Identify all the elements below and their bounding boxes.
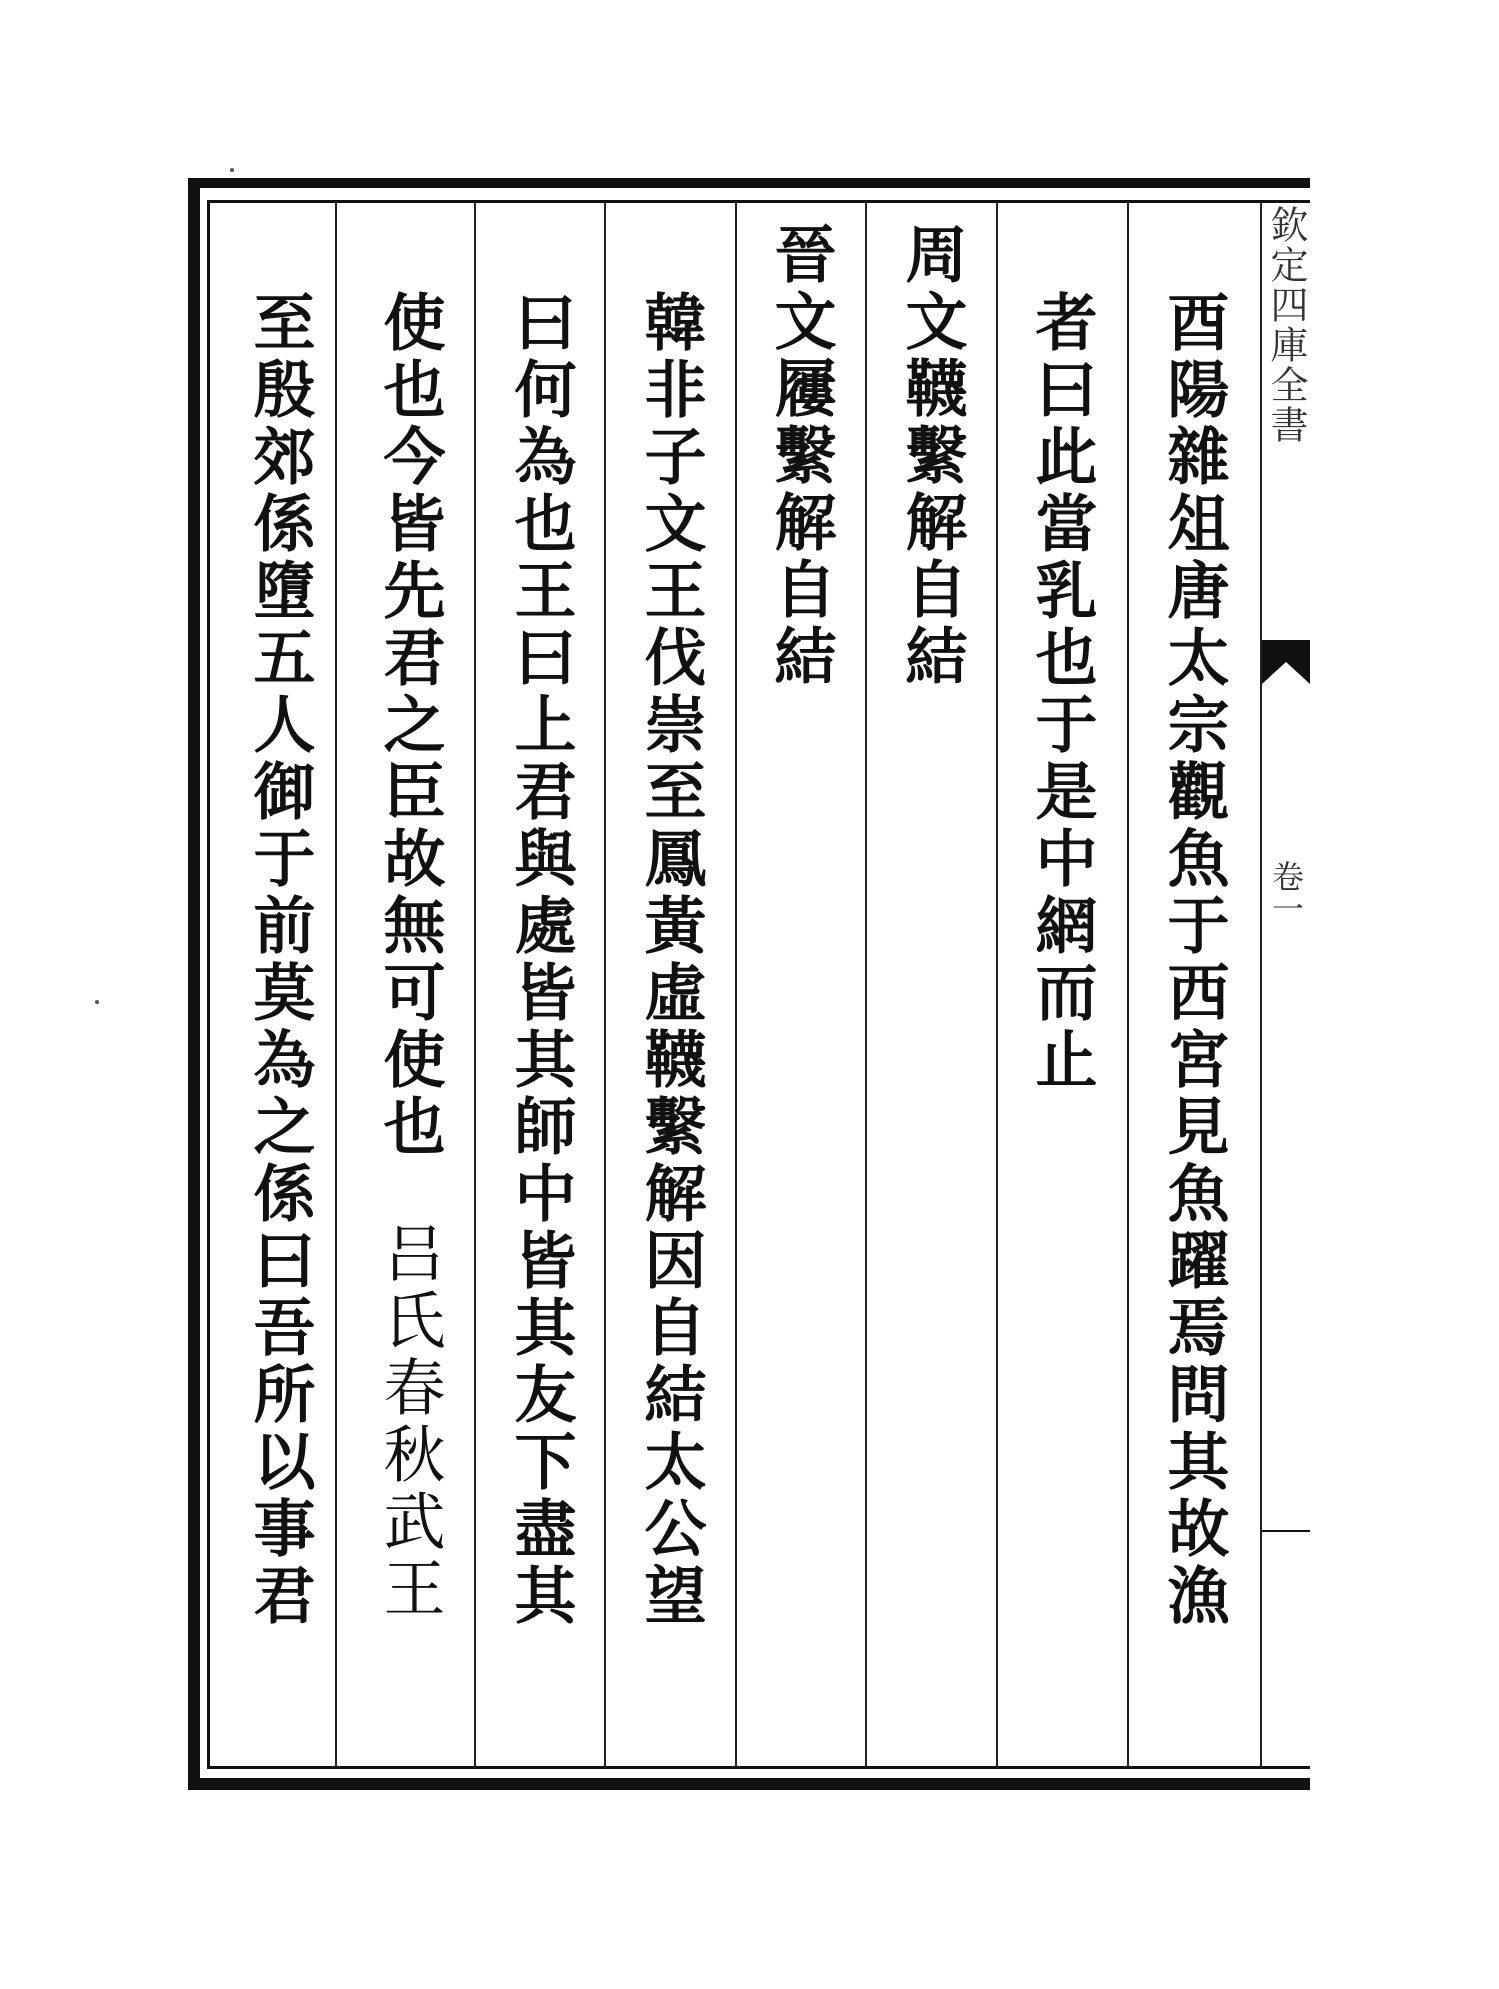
text-column-2: 者曰此當乳也于是中網而止 [1025,290,1098,1094]
juan-number: 卷一 [1267,860,1305,924]
text-column-7-main: 使也今皆先君之臣故無可使也 [373,290,446,1161]
column-rule [335,203,337,1766]
text-column-5: 韓非子文王伐崇至鳳黃虛韈繫解因自結太公望 [634,290,707,1630]
column-rule [604,203,606,1766]
text-column-1: 酉陽雜俎唐太宗觀魚于西宮見魚躍焉問其故漁 [1157,290,1230,1630]
scan-speck [95,1000,99,1004]
column-rule [474,203,476,1766]
margin-line [1262,1530,1310,1532]
fishtail-mark [1262,640,1310,684]
inner-border-left [207,200,210,1768]
text-column-6: 曰何為也王曰上君與處皆其師中皆其友下盡其 [504,290,577,1630]
text-column-7 [366,290,452,1623]
text-column-4: 晉文屨繫解自結 [764,222,837,691]
text-column-3: 周文韈繫解自結 [895,222,968,691]
text-column-7-citation: 吕氏春秋武王 [373,1221,446,1623]
page-frame [188,178,1310,1790]
inner-border-top [207,200,1310,203]
inner-border-bottom [207,1766,1310,1769]
column-rule [1127,203,1129,1766]
column-rule [735,203,737,1766]
column-rule [865,203,867,1766]
scan-speck [230,168,234,172]
column-rule [996,203,998,1766]
book-title: 欽定四庫全書 [1264,205,1308,445]
text-column-8: 至殷郊係墮五人御于前莫為之係曰吾所以事君 [243,290,316,1630]
